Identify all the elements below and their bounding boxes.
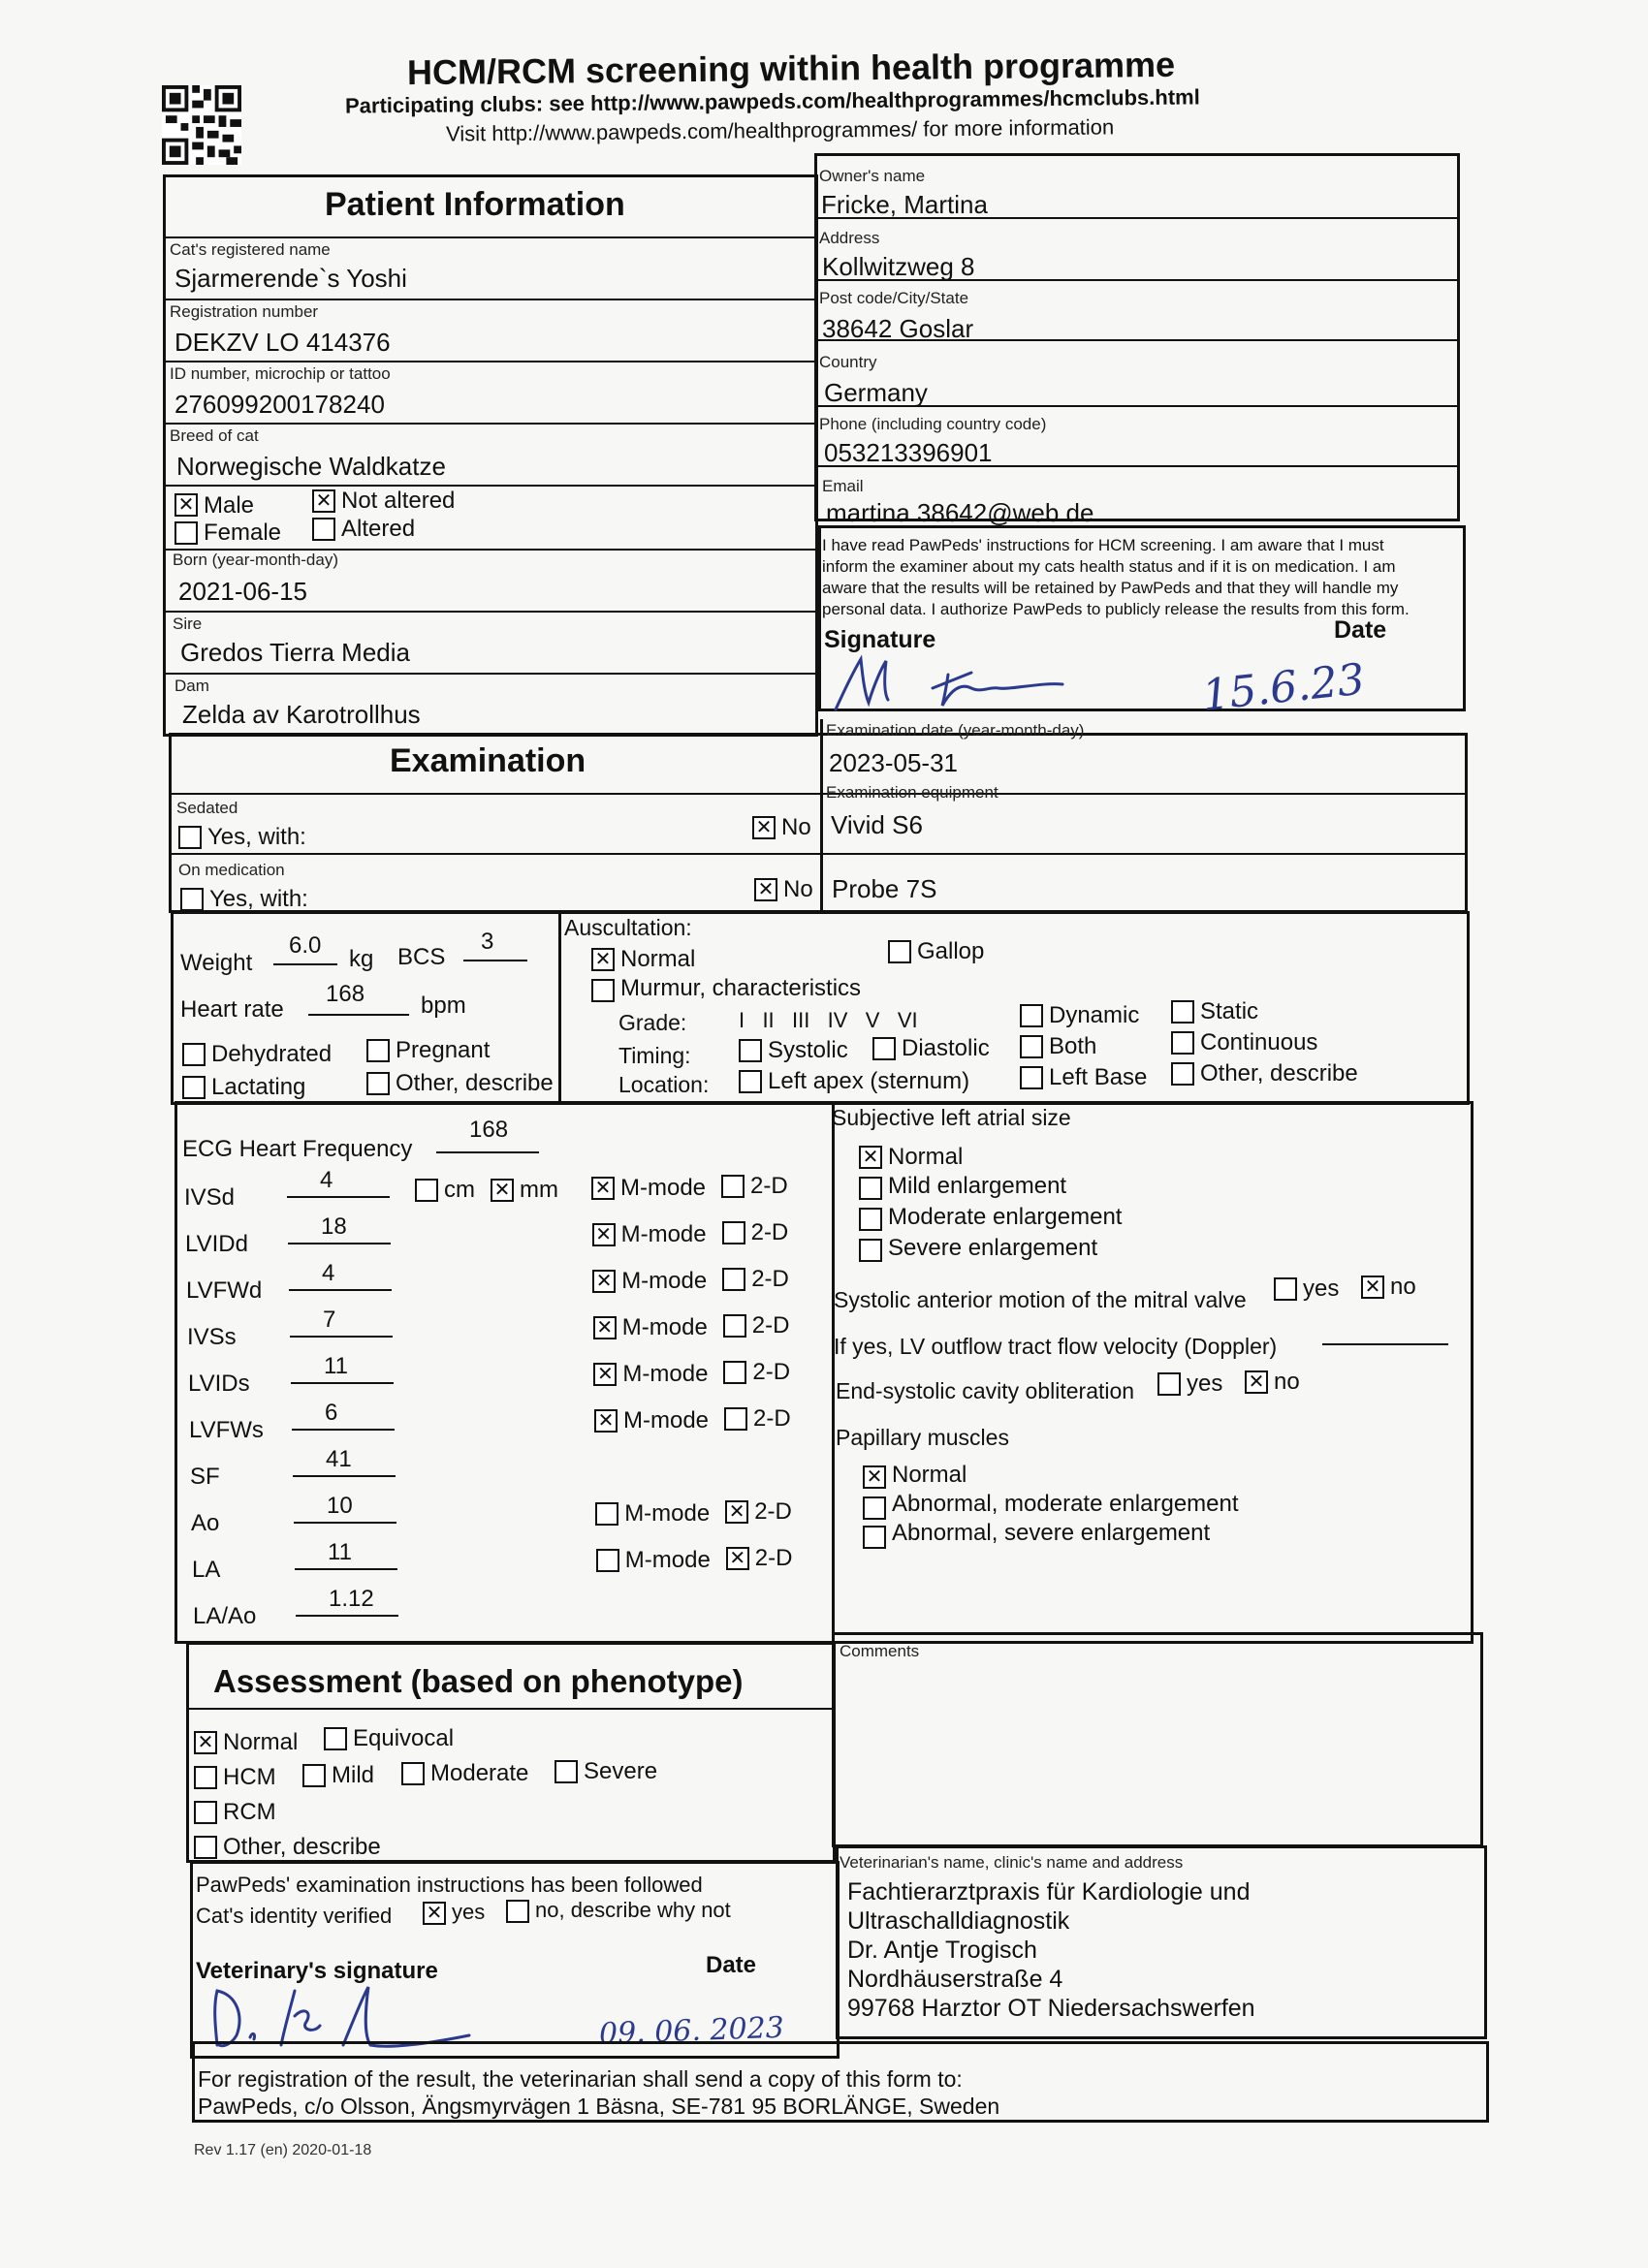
twod-label: 2-D [754, 1545, 793, 1571]
dam-value: Zelda av Karotrollhus [182, 700, 421, 729]
post-label: Post code/City/State [819, 289, 969, 307]
papillary-moderate-label: Abnormal, moderate enlargement [892, 1491, 1239, 1517]
bcs-value: 3 [481, 929, 494, 955]
dam-label: Dam [174, 677, 209, 695]
exam-date-value: 2023-05-31 [829, 748, 958, 777]
mmode-checkbox[interactable]: ✕ [593, 1363, 617, 1386]
moderate-checkbox[interactable] [401, 1762, 425, 1785]
papillary-normal-checkbox[interactable]: ✕ [863, 1465, 886, 1489]
phone-label: Phone (including country code) [819, 415, 1047, 433]
twod-checkbox[interactable] [724, 1407, 747, 1431]
atrial-severe-checkbox[interactable] [859, 1239, 882, 1262]
atrial-moderate-label: Moderate enlargement [888, 1204, 1123, 1230]
echo-row-label: LVFWs [189, 1417, 264, 1443]
other-condition-checkbox[interactable] [366, 1072, 390, 1095]
assessment-equivocal-checkbox[interactable] [324, 1727, 347, 1750]
mm-label: mm [520, 1177, 558, 1203]
diastolic-checkbox[interactable] [872, 1037, 896, 1060]
sam-label: Systolic anterior motion of the mitral valve [834, 1287, 1247, 1312]
echo-row-underline [290, 1336, 393, 1338]
dynamic-label: Dynamic [1049, 1002, 1140, 1028]
footer-line-1: For registration of the result, the veterinarian shall send a copy of this form to: [198, 2066, 963, 2092]
owner-name-label: Owner's name [819, 167, 926, 185]
echo-row-underline [293, 1475, 396, 1477]
echo-row-underline [291, 1382, 394, 1384]
footer-line-2: PawPeds, c/o Olsson, Ängsmyrvägen 1 Bäsna, SE-781 95 BORLÄNGE, Sweden [198, 2094, 1000, 2119]
vet-signed-date: 09. 06. 2023 [598, 2010, 785, 2052]
mmode-label: M-mode [624, 1547, 711, 1573]
mmode-checkbox[interactable]: ✕ [592, 1223, 616, 1246]
bcs-label: BCS [397, 944, 446, 970]
assessment-normal-label: Normal [223, 1729, 299, 1755]
echo-row-value: 4 [322, 1260, 335, 1286]
assessment-equivocal-label: Equivocal [353, 1725, 455, 1751]
echo-row-label: IVSd [184, 1184, 236, 1211]
altered-label: Altered [341, 516, 416, 542]
medication-no-label: No [783, 876, 813, 902]
heart-rate-unit: bpm [421, 992, 466, 1019]
female-label: Female [204, 520, 282, 546]
continuous-label: Continuous [1200, 1029, 1318, 1055]
echo-row-label: IVSs [187, 1324, 237, 1350]
sam-no-label: no [1390, 1274, 1416, 1300]
twod-checkbox[interactable] [723, 1361, 746, 1384]
mmode-label: M-mode [623, 1407, 710, 1433]
mmode-checkbox[interactable]: ✕ [594, 1409, 618, 1433]
auscultation-normal-checkbox[interactable]: ✕ [591, 948, 615, 971]
identity-yes-label: yes [452, 1900, 486, 1924]
female-checkbox[interactable] [174, 521, 198, 545]
weight-unit: kg [349, 946, 374, 972]
lvot-label: If yes, LV outflow tract flow velocity (Doppler) [834, 1334, 1278, 1359]
echo-row-label: Ao [191, 1510, 220, 1536]
atrial-mild-label: Mild enlargement [888, 1173, 1067, 1199]
male-label: Male [204, 492, 255, 519]
location-other-label: Other, describe [1200, 1060, 1358, 1087]
owner-signature [826, 649, 1078, 717]
country-label: Country [819, 353, 877, 371]
left-apex-label: Left apex (sternum) [768, 1068, 970, 1094]
papillary-severe-label: Abnormal, severe enlargement [892, 1520, 1211, 1546]
heart-rate-value: 168 [326, 981, 365, 1007]
echo-row-value: 41 [326, 1446, 352, 1472]
mild-checkbox[interactable] [302, 1764, 326, 1787]
murmur-checkbox[interactable] [591, 979, 615, 1002]
assessment-other-label: Other, describe [223, 1834, 381, 1860]
consent-line-1: I have read PawPeds' instructions for HCM screening. I am aware that I must [822, 536, 1384, 554]
medication-no-checkbox[interactable]: ✕ [754, 878, 777, 901]
echo-row-label: LA/Ao [193, 1603, 257, 1629]
grade-label: Grade: [618, 1010, 687, 1035]
echo-row-value: 4 [320, 1167, 333, 1193]
breed-label: Breed of cat [170, 426, 259, 445]
both-checkbox[interactable] [1020, 1035, 1043, 1058]
mmode-label: M-mode [624, 1500, 711, 1527]
clinic-line-1: Fachtierarztpraxis für Kardiologie und [847, 1878, 1251, 1906]
left-apex-checkbox[interactable] [739, 1070, 762, 1093]
gallop-label: Gallop [917, 938, 985, 964]
owner-signed-date: 15.6.23 [1199, 654, 1368, 721]
severe-label: Severe [584, 1758, 658, 1784]
not-altered-label: Not altered [341, 488, 456, 514]
severe-checkbox[interactable] [555, 1760, 578, 1783]
assessment-heading: Assessment (based on phenotype) [213, 1663, 744, 1699]
location-other-checkbox[interactable] [1171, 1062, 1194, 1086]
mmode-checkbox[interactable]: ✕ [593, 1316, 617, 1339]
mmode-label: M-mode [621, 1268, 708, 1294]
revision-text: Rev 1.17 (en) 2020-01-18 [194, 2142, 372, 2158]
sedated-no-label: No [781, 814, 811, 840]
lactating-checkbox[interactable] [182, 1076, 206, 1099]
mmode-label: M-mode [620, 1221, 707, 1247]
sedated-label: Sedated [176, 799, 238, 817]
papillary-severe-checkbox[interactable] [863, 1526, 886, 1549]
echo-row-label: LVFWd [186, 1277, 263, 1304]
not-altered-checkbox[interactable]: ✕ [312, 489, 335, 513]
gallop-checkbox[interactable] [888, 940, 911, 963]
twod-label: 2-D [753, 1405, 791, 1432]
obliteration-no-label: no [1274, 1369, 1300, 1395]
twod-label: 2-D [752, 1359, 791, 1385]
pregnant-checkbox[interactable] [366, 1039, 390, 1062]
probe-value: Probe 7S [832, 874, 937, 903]
born-label: Born (year-month-day) [173, 551, 339, 569]
consent-line-2: inform the examiner about my cats health status and if it is on medication. I am [822, 557, 1396, 576]
pregnant-label: Pregnant [396, 1037, 491, 1063]
atrial-normal-checkbox[interactable]: ✕ [859, 1146, 882, 1169]
echo-row-underline [289, 1289, 392, 1291]
auscultation-label: Auscultation: [564, 915, 692, 940]
address-value: Kollwitzweg 8 [822, 252, 975, 281]
twod-label: 2-D [754, 1498, 792, 1525]
cat-name-value: Sjarmerende`s Yoshi [174, 264, 407, 293]
left-base-label: Left Base [1049, 1064, 1148, 1090]
instructions-text: PawPeds' examination instructions has been followed [196, 1873, 703, 1897]
medication-yes-label: Yes, with: [209, 886, 308, 912]
mmode-checkbox[interactable]: ✕ [591, 1177, 615, 1200]
atrial-size-label: Subjective left atrial size [832, 1105, 1071, 1130]
mmode-label: M-mode [621, 1314, 708, 1340]
twod-checkbox[interactable] [722, 1221, 745, 1244]
static-label: Static [1200, 998, 1259, 1024]
examination-box [169, 733, 1468, 913]
echo-row-label: LVIDs [188, 1370, 250, 1397]
phone-value: 053213396901 [824, 438, 993, 467]
location-label: Location: [618, 1072, 710, 1097]
echo-row-underline [296, 1615, 398, 1617]
echo-row-underline [287, 1196, 390, 1198]
assessment-other-checkbox[interactable] [194, 1836, 217, 1859]
mmode-label: M-mode [622, 1361, 709, 1387]
atrial-severe-label: Severe enlargement [888, 1235, 1098, 1261]
timing-label: Timing: [618, 1043, 691, 1068]
cm-checkbox[interactable] [415, 1179, 438, 1202]
twod-checkbox[interactable] [721, 1175, 745, 1198]
country-value: Germany [824, 378, 928, 407]
clinic-line-5: 99768 Harztor OT Niedersachswerfen [847, 1995, 1255, 2022]
twod-label: 2-D [750, 1219, 789, 1245]
hcm-label: HCM [223, 1764, 276, 1790]
papillary-label: Papillary muscles [836, 1425, 1009, 1450]
email-label: Email [822, 477, 864, 495]
vet-date-label: Date [706, 1952, 757, 1978]
sam-yes-checkbox[interactable] [1274, 1277, 1297, 1301]
sire-label: Sire [173, 614, 203, 633]
dynamic-checkbox[interactable] [1020, 1004, 1043, 1027]
echo-row-value: 10 [327, 1493, 353, 1519]
twod-checkbox[interactable] [723, 1314, 746, 1338]
echo-row-value: 1.12 [329, 1586, 374, 1612]
mm-checkbox[interactable]: ✕ [491, 1179, 514, 1202]
owner-name-value: Fricke, Martina [821, 190, 988, 219]
address-label: Address [819, 229, 880, 247]
registration-value: DEKZV LO 414376 [174, 328, 391, 357]
owner-date-label: Date [1334, 616, 1387, 644]
breed-value: Norwegische Waldkatze [176, 452, 446, 481]
mmode-checkbox[interactable]: ✕ [592, 1270, 616, 1293]
left-base-checkbox[interactable] [1020, 1066, 1043, 1089]
papillary-normal-label: Normal [892, 1462, 967, 1488]
both-label: Both [1049, 1033, 1097, 1059]
obliteration-yes-checkbox[interactable] [1157, 1372, 1181, 1396]
sedated-yes-checkbox[interactable] [178, 826, 202, 849]
other-condition-label: Other, describe [396, 1070, 554, 1096]
dehydrated-label: Dehydrated [211, 1041, 333, 1067]
comments-box [832, 1632, 1483, 1847]
identity-no-label: no, describe why not [535, 1898, 731, 1922]
consent-line-3: aware that the results will be retained by PawPeds and that they will handle my [822, 579, 1399, 597]
id-label: ID number, microchip or tattoo [170, 364, 391, 383]
obliteration-label: End-systolic cavity obliteration [836, 1378, 1135, 1403]
sire-value: Gredos Tierra Media [180, 638, 410, 667]
weight-value: 6.0 [289, 932, 322, 959]
twod-label: 2-D [751, 1266, 789, 1292]
cm-label: cm [444, 1177, 475, 1203]
clinic-line-4: Nordhäuserstraße 4 [847, 1966, 1063, 1993]
systolic-label: Systolic [768, 1037, 848, 1063]
echo-row-underline [295, 1568, 397, 1570]
consent-line-4: personal data. I authorize PawPeds to publicly release the results from this form. [822, 600, 1410, 618]
born-value: 2021-06-15 [178, 577, 307, 606]
atrial-moderate-checkbox[interactable] [859, 1208, 882, 1231]
heart-rate-label: Heart rate [180, 996, 284, 1023]
echo-row-underline [292, 1429, 395, 1431]
vet-signature-label: Veterinary's signature [196, 1958, 438, 1984]
mmode-label: M-mode [620, 1175, 707, 1201]
qr-code [162, 85, 241, 165]
systolic-checkbox[interactable] [739, 1039, 762, 1062]
dehydrated-checkbox[interactable] [182, 1043, 206, 1066]
comments-label: Comments [840, 1642, 920, 1660]
medication-label: On medication [178, 861, 285, 879]
rcm-checkbox[interactable] [194, 1801, 217, 1824]
echo-row-underline [288, 1243, 391, 1244]
mmode-checkbox[interactable] [595, 1502, 618, 1526]
patient-heading: Patient Information [325, 186, 625, 223]
male-checkbox[interactable]: ✕ [174, 493, 198, 517]
atrial-normal-label: Normal [888, 1144, 964, 1170]
examination-heading: Examination [390, 742, 586, 779]
post-value: 38642 Goslar [822, 314, 974, 343]
exam-date-label: Examination date (year-month-day) [826, 721, 1085, 740]
echo-row-label: LA [192, 1557, 221, 1583]
papillary-moderate-checkbox[interactable] [863, 1496, 886, 1520]
twod-label: 2-D [751, 1312, 790, 1339]
identity-yes-checkbox[interactable]: ✕ [423, 1902, 446, 1925]
ecg-label: ECG Heart Frequency [182, 1136, 413, 1162]
clinic-line-2: Ultraschalldiagnostik [847, 1907, 1070, 1935]
rcm-label: RCM [223, 1799, 276, 1825]
echo-row-value: 18 [321, 1213, 347, 1240]
grade-options[interactable]: I II III IV V VI [739, 1008, 918, 1032]
clinic-line-3: Dr. Antje Trogisch [847, 1937, 1037, 1964]
hcm-checkbox[interactable] [194, 1766, 217, 1789]
cat-name-label: Cat's registered name [170, 240, 331, 259]
twod-checkbox[interactable] [722, 1268, 745, 1291]
registration-label: Registration number [170, 302, 319, 321]
moderate-label: Moderate [430, 1760, 529, 1786]
twod-checkbox[interactable]: ✕ [725, 1500, 748, 1524]
visit-text: Visit http://www.pawpeds.com/healthprogrammes/ for more information [445, 114, 1115, 146]
ecg-value: 168 [469, 1117, 509, 1143]
email-value: martina.38642@web.de [826, 498, 1094, 527]
echo-row-underline [294, 1522, 396, 1524]
assessment-normal-checkbox[interactable]: ✕ [194, 1731, 217, 1754]
echo-row-value: 11 [328, 1539, 352, 1565]
medication-yes-checkbox[interactable] [180, 888, 204, 911]
sam-yes-label: yes [1303, 1276, 1340, 1302]
mild-label: Mild [332, 1762, 375, 1788]
clinic-label: Veterinarian's name, clinic's name and address [840, 1853, 1184, 1872]
clubs-link-text: Participating clubs: see http://www.pawpeds.com/healthprogrammes/hcmclubs.html [344, 84, 1200, 118]
identity-label: Cat's identity verified [196, 1904, 393, 1928]
sam-no-checkbox[interactable]: ✕ [1361, 1276, 1384, 1299]
echo-row-label: LVIDd [185, 1231, 248, 1257]
lactating-label: Lactating [211, 1074, 306, 1100]
obliteration-no-checkbox[interactable]: ✕ [1245, 1370, 1268, 1394]
echo-row-value: 11 [324, 1353, 348, 1379]
diastolic-label: Diastolic [902, 1035, 990, 1061]
altered-checkbox[interactable] [312, 518, 335, 541]
continuous-checkbox[interactable] [1171, 1031, 1194, 1055]
owner-signature-label: Signature [824, 626, 936, 653]
obliteration-yes-label: yes [1187, 1370, 1223, 1397]
echo-row-value: 6 [325, 1400, 338, 1426]
form-title: HCM/RCM screening within health programme [406, 44, 1176, 93]
murmur-label: Murmur, characteristics [620, 975, 862, 1001]
sedated-no-checkbox[interactable]: ✕ [752, 816, 776, 839]
mmode-checkbox[interactable] [596, 1549, 619, 1572]
echo-row-label: SF [190, 1464, 220, 1490]
atrial-mild-checkbox[interactable] [859, 1177, 882, 1200]
static-checkbox[interactable] [1171, 1000, 1194, 1024]
sedated-yes-label: Yes, with: [207, 824, 306, 850]
id-value: 276099200178240 [174, 390, 385, 419]
twod-label: 2-D [750, 1173, 788, 1199]
equipment-label: Examination equipment [826, 783, 998, 802]
weight-label: Weight [180, 950, 253, 976]
identity-no-checkbox[interactable] [506, 1900, 529, 1923]
twod-checkbox[interactable]: ✕ [726, 1547, 749, 1570]
auscultation-normal-label: Normal [620, 946, 696, 972]
echo-row-value: 7 [323, 1307, 336, 1333]
equipment-value: Vivid S6 [831, 810, 923, 839]
